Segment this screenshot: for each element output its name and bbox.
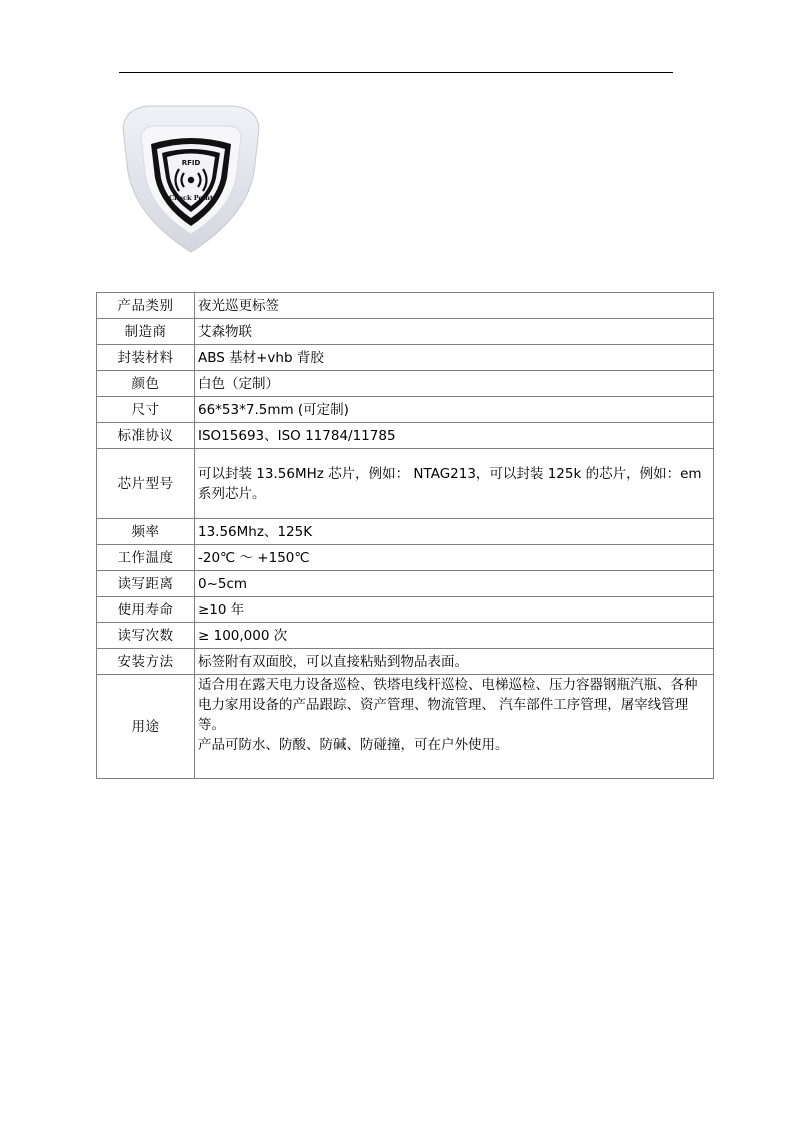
- row-label: 频率: [97, 519, 195, 545]
- table-row: [97, 519, 714, 545]
- table-row: [97, 545, 714, 571]
- row-label: 用途: [97, 675, 195, 779]
- row-value: [195, 623, 714, 649]
- table-row: [97, 571, 714, 597]
- row-value-text: 标签附有双面胶，可以直接粘贴到物品表面。: [198, 653, 468, 670]
- row-label: 制造商: [97, 319, 195, 345]
- table-row: [97, 597, 714, 623]
- row-value-text: -20℃ ～ +150℃: [198, 549, 310, 566]
- table-row: [97, 397, 714, 423]
- row-value-text: ≥ 100,000 次: [198, 627, 288, 644]
- tag-text-top: RFID: [181, 159, 201, 167]
- row-value: [195, 423, 714, 449]
- table-row: [97, 449, 714, 519]
- row-value-text: 适合用在露天电力设备巡检、铁塔电线杆巡检、电梯巡检、压力容器钢瓶汽瓶、各种电力家用设备的产品跟踪、资产管理、物流管理、 汽车部件工序管理，屠宰线管理等。: [198, 677, 698, 733]
- row-value-text: ABS 基材+vhb 背胶: [198, 349, 324, 366]
- row-value-text: 产品可防水、防酸、防碱、防碰撞，可在户外使用。: [198, 737, 509, 753]
- row-value: [195, 371, 714, 397]
- row-value: [195, 449, 714, 519]
- table-row: [97, 675, 714, 779]
- row-label: 读写次数: [97, 623, 195, 649]
- row-label: 封装材料: [97, 345, 195, 371]
- row-label: 颜色: [97, 371, 195, 397]
- row-value-text: 66*53*7.5mm (可定制): [198, 401, 349, 418]
- row-value-text: 0~5cm: [198, 575, 248, 592]
- row-label: 使用寿命: [97, 597, 195, 623]
- row-value: [195, 345, 714, 371]
- row-label: 安装方法: [97, 649, 195, 675]
- row-value-text: 白色（定制）: [198, 375, 279, 392]
- row-value-text: ≥10 年: [198, 601, 245, 618]
- row-value: [195, 649, 714, 675]
- table-row: [97, 371, 714, 397]
- table-row: [97, 423, 714, 449]
- header-rule: [119, 72, 673, 73]
- row-value-text: 13.56Mhz、125K: [198, 523, 313, 540]
- spec-table-body: [97, 293, 714, 779]
- row-label: 芯片型号: [97, 449, 195, 519]
- table-row: [97, 623, 714, 649]
- row-value: [195, 293, 714, 319]
- table-row: [97, 293, 714, 319]
- row-label: 读写距离: [97, 571, 195, 597]
- row-label: 产品类别: [97, 293, 195, 319]
- row-value-text: 可以封装 13.56MHz 芯片，例如： NTAG213，可以封装 125k 的芯片，例如：em 系列芯片。: [198, 465, 702, 502]
- row-value-text: 艾森物联: [198, 323, 252, 340]
- rfid-checkpoint-tag-icon: [115, 102, 267, 258]
- tag-text-bottom: Check Point: [168, 194, 214, 202]
- table-row: [97, 345, 714, 371]
- row-value: [195, 397, 714, 423]
- row-value: [195, 545, 714, 571]
- row-value: [195, 519, 714, 545]
- row-value: [195, 571, 714, 597]
- spec-table: [96, 292, 714, 779]
- row-value-text: 夜光巡更标签: [198, 297, 279, 314]
- row-label: 尺寸: [97, 397, 195, 423]
- row-value-text: ISO15693、ISO 11784/11785: [198, 427, 396, 444]
- row-label: 工作温度: [97, 545, 195, 571]
- table-row: [97, 649, 714, 675]
- product-image: [115, 102, 267, 258]
- row-value: [195, 319, 714, 345]
- table-row: [97, 319, 714, 345]
- row-label: 标准协议: [97, 423, 195, 449]
- row-value: [195, 675, 714, 779]
- row-value: [195, 597, 714, 623]
